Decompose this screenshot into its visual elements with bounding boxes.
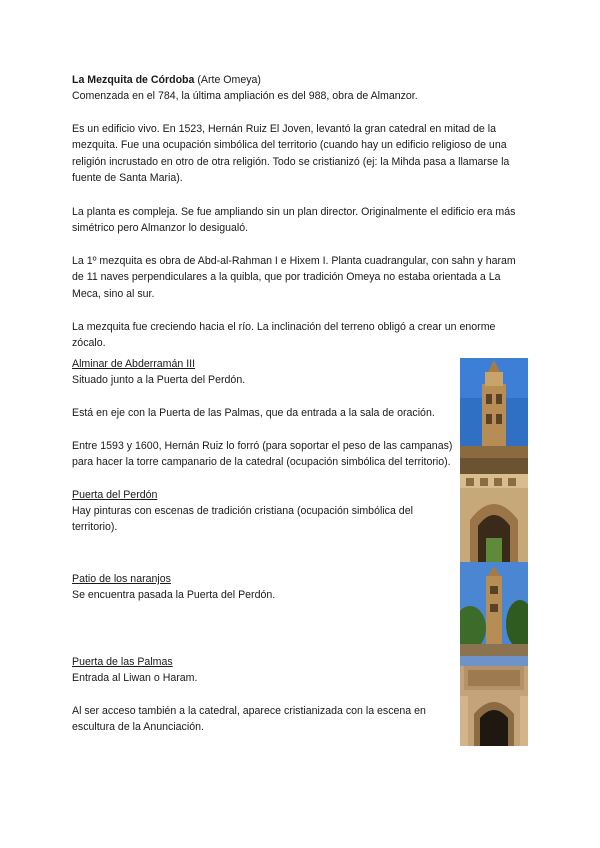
paragraph-3: La planta es compleja. Se fue ampliando sin un plan director. Originalmente el edificio era más simétrico pero Almanzor lo desigualó. bbox=[72, 206, 516, 235]
heading-palmas: Puerta de las Palmas bbox=[72, 656, 173, 668]
title-rest: (Arte Omeya) bbox=[194, 74, 261, 86]
heading-alminar: Alminar de Abderramán III bbox=[72, 358, 196, 370]
perdon-text-1: Hay pinturas con escenas de tradición cristiana (ocupación simbólica del territorio). bbox=[72, 505, 413, 534]
title-bold: La Mezquita de Córdoba bbox=[72, 74, 195, 86]
alminar-text-3: Entre 1593 y 1600, Hernán Ruiz lo forró (para soportar el peso de las campanas) para hacer la torre campanario de la catedral (ocupación simbólica del territorio). bbox=[72, 440, 453, 469]
paragraph-2: Es un edificio vivo. En 1523, Hernán Ruiz El Joven, levantó la gran catedral en mitad de la mezquita. Fue una ocupación simbólica del territorio (cuando hay un edificio religioso de una religión incrustado en otro de otra religión. Todo se cristianizó (ej: la Mihda pasa a llamarse la fuente de Santa Maria). bbox=[72, 123, 510, 185]
document-title bbox=[72, 72, 527, 88]
heading-perdon: Puerta del Perdón bbox=[72, 489, 158, 501]
paragraph-4: La 1º mezquita es obra de Abd-al-Rahman I e Hixem I. Planta cuadrangular, con sahn y haram de 11 naves perpendiculares a la quibla, que por tradición Omeya no estaba orientada a La Meca, sino al sur. bbox=[72, 255, 516, 300]
photo-patio-naranjos bbox=[460, 562, 528, 656]
heading-patio: Patio de los naranjos bbox=[72, 573, 171, 585]
alminar-text-2: Está en eje con la Puerta de las Palmas, que da entrada a la sala de oración. bbox=[72, 407, 435, 419]
photo-puerta-palmas bbox=[460, 656, 528, 746]
patio-text-1: Se encuentra pasada la Puerta del Perdón. bbox=[72, 589, 276, 601]
paragraph-5: La mezquita fue creciendo hacia el río. La inclinación del terreno obligó a crear un enorme zócalo. bbox=[72, 321, 496, 350]
palmas-text-2: Al ser acceso también a la catedral, aparece cristianizada con la escena en escultura de la Anunciación. bbox=[72, 705, 426, 734]
alminar-text-1: Situado junto a la Puerta del Perdón. bbox=[72, 374, 246, 386]
palmas-text-1: Entrada al Liwan o Haram. bbox=[72, 672, 198, 684]
photo-puerta-perdon bbox=[460, 474, 528, 562]
paragraph-1: Comenzada en el 784, la última ampliación es del 988, obra de Almanzor. bbox=[72, 90, 418, 102]
photo-alminar-tower bbox=[460, 358, 528, 474]
